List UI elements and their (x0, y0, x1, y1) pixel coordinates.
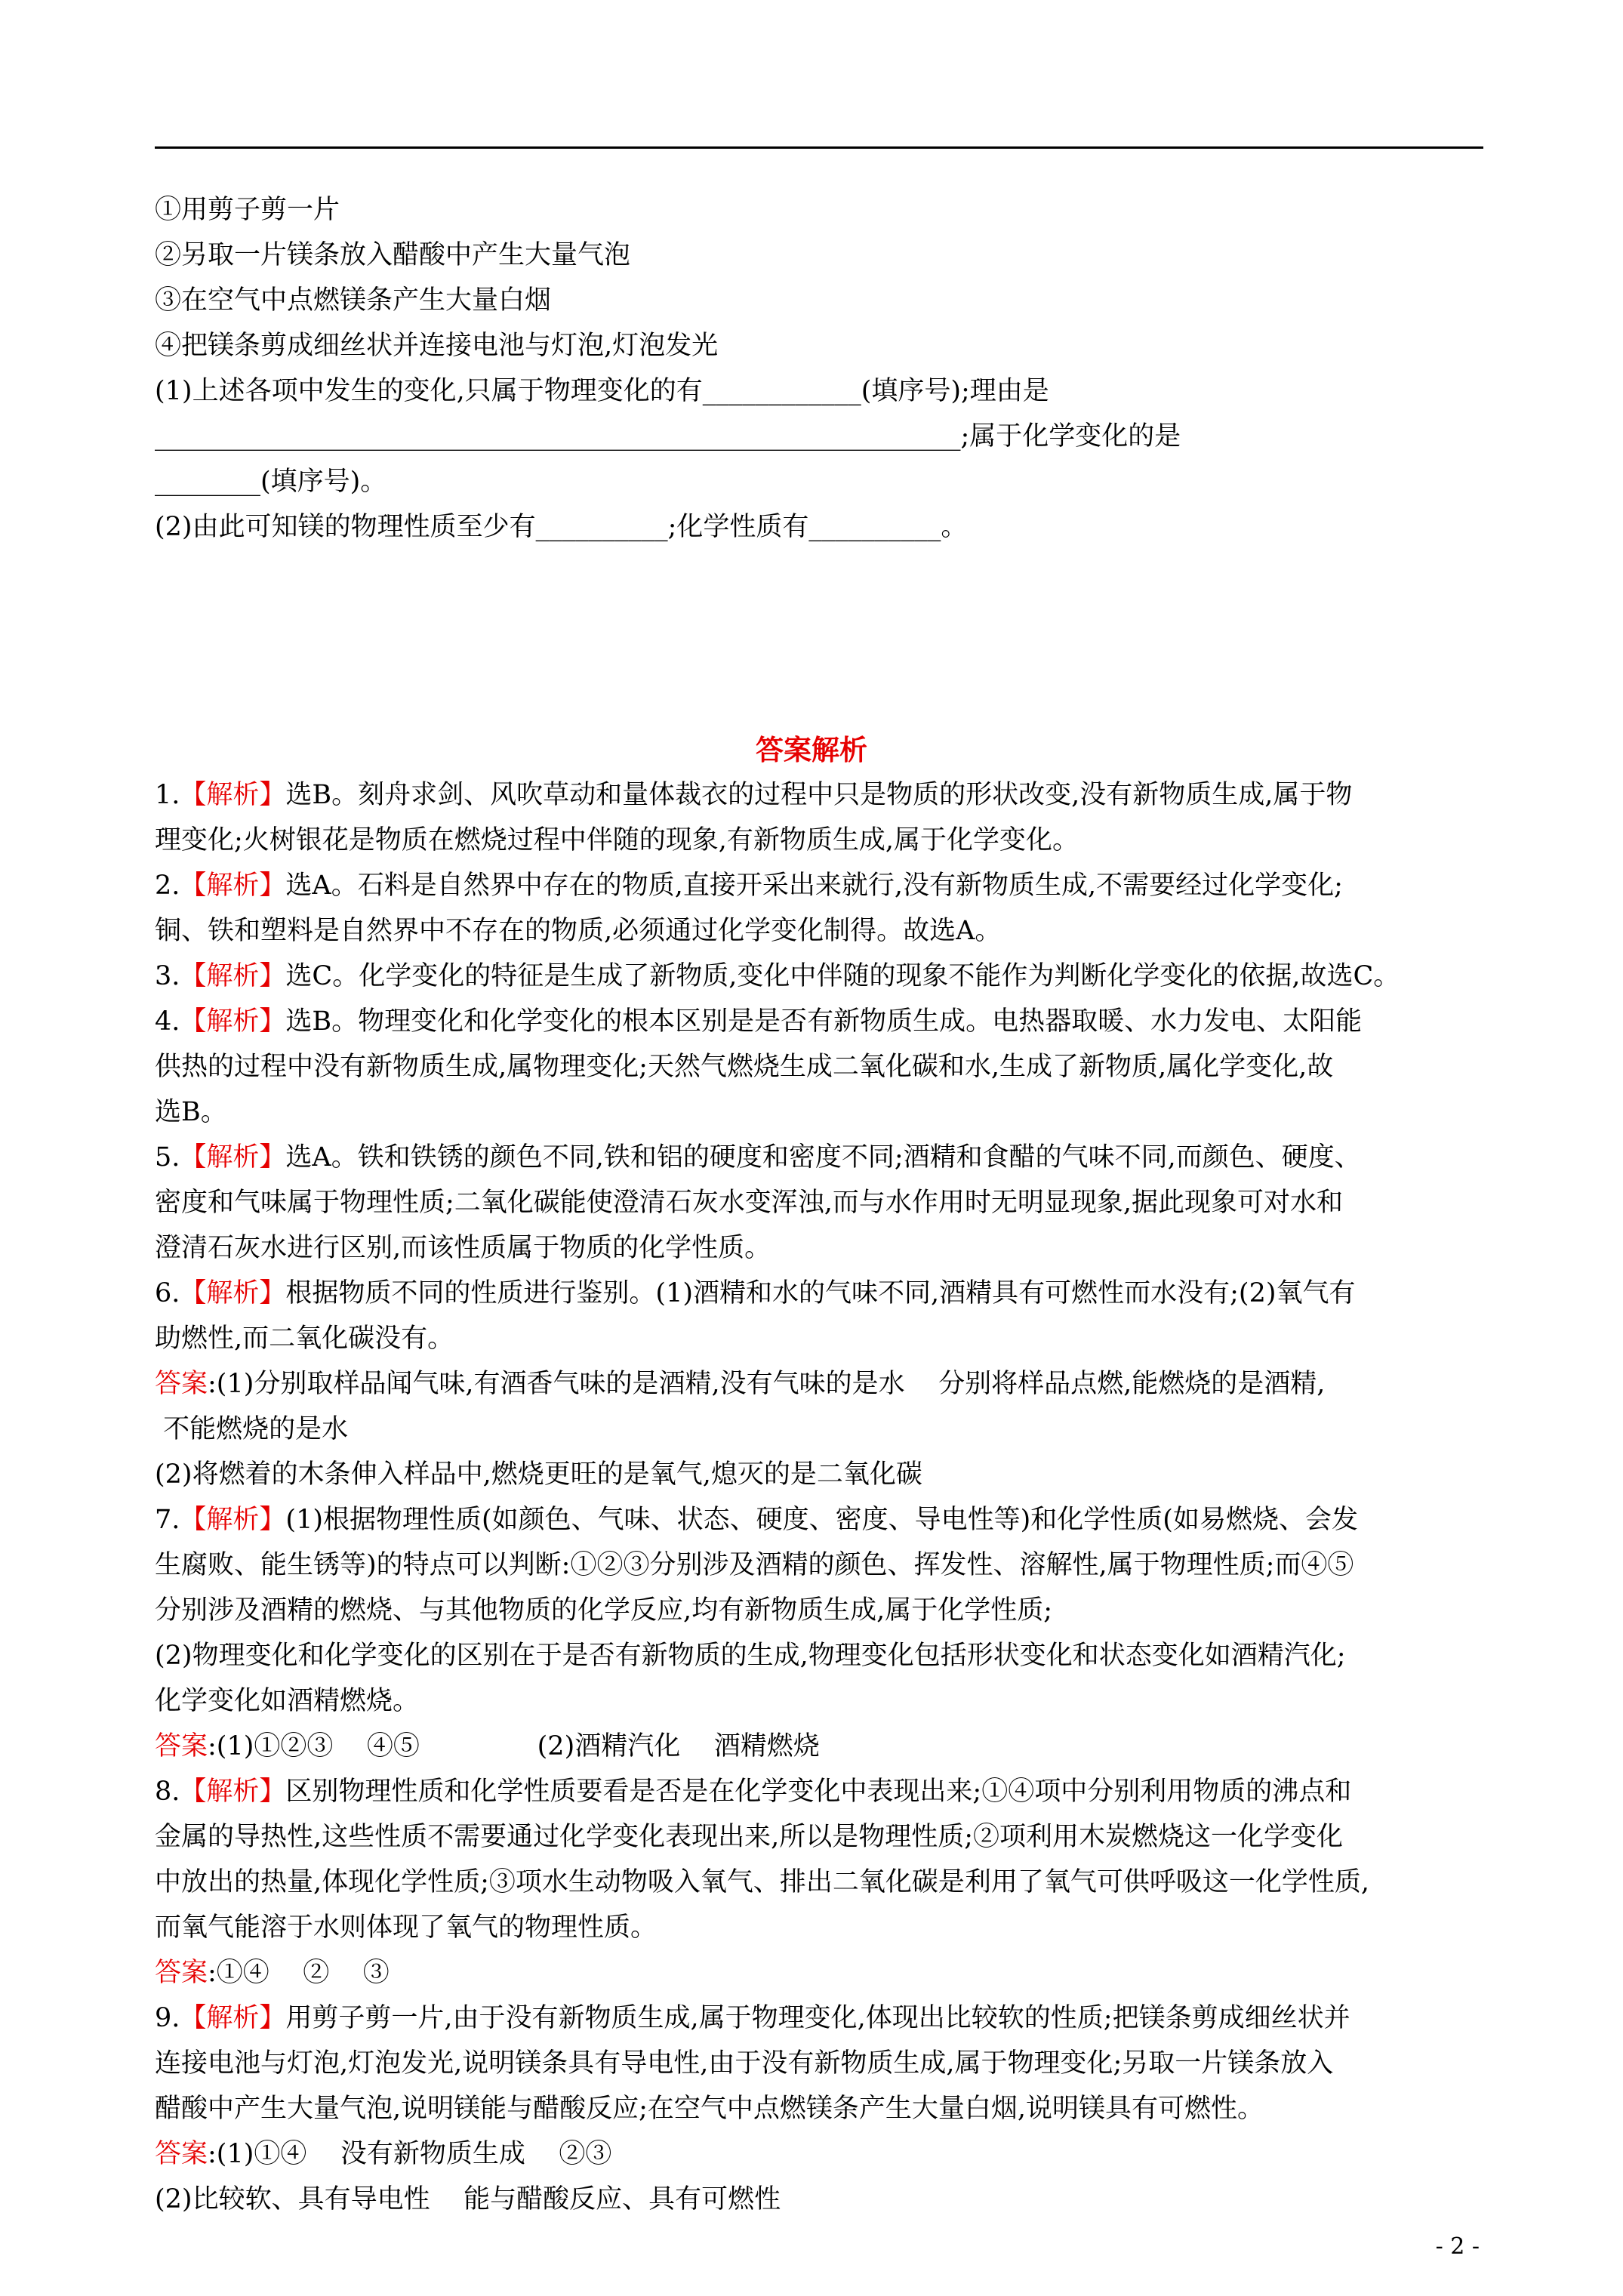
answer-4-line-1: 4.【解析】选B。物理变化和化学变化的根本区别是是否有新物质生成。电热器取暖、水力发电、太阳能 (155, 1006, 1363, 1037)
answer-1-line-2: 理变化;火树银花是物质在燃烧过程中伴随的现象,有新物质生成,属于化学变化。 (155, 825, 1079, 855)
analysis-tag: 【解析】 (180, 871, 286, 901)
answer-7-line-3: 分别涉及酒精的燃烧、与其他物质的化学反应,均有新物质生成,属于化学性质; (155, 1595, 1053, 1626)
answer-5-line-3: 澄清石灰水进行区别,而该性质属于物质的化学性质。 (155, 1233, 771, 1263)
answer-6-answer-line-2: 不能燃烧的是水 (155, 1414, 349, 1444)
answer-3-line-1: 3.【解析】选C。化学变化的特征是生成了新物质,变化中伴随的现象不能作为判断化学变化的依据,故选C。 (155, 961, 1400, 991)
question-item-2: ②另取一片镁条放入醋酸中产生大量气泡 (155, 240, 631, 270)
answer-6-line-2: 助燃性,而二氧化碳没有。 (155, 1324, 454, 1354)
answer-8-answer: 答案:①④ ② ③ (155, 1958, 390, 1988)
answer-tag: 答案 (155, 1369, 208, 1399)
analysis-tag: 【解析】 (180, 1142, 286, 1173)
header-rule (155, 146, 1483, 149)
question-1-line-1: (1)上述各项中发生的变化,只属于物理变化的有____________(填序号);理由是 (155, 376, 1049, 406)
answer-2-line-1: 2.【解析】选A。石料是自然界中存在的物质,直接开采出来就行,没有新物质生成,不需要经过化学变化; (155, 871, 1343, 901)
answer-8-line-2: 金属的导热性,这些性质不需要通过化学变化表现出来,所以是物理性质;②项利用木炭燃烧这一化学变化 (155, 1822, 1344, 1852)
answer-tag: 答案 (155, 2139, 208, 2169)
analysis-tag: 【解析】 (180, 780, 286, 810)
answer-tag: 答案 (155, 1731, 208, 1761)
answer-6-answer-line-3: (2)将燃着的木条伸入样品中,燃烧更旺的是氧气,熄灭的是二氧化碳 (155, 1459, 922, 1490)
answer-4-line-2: 供热的过程中没有新物质生成,属物理变化;天然气燃烧生成二氧化碳和水,生成了新物质,属化学变化,故 (155, 1052, 1334, 1082)
answer-2-line-2: 铜、铁和塑料是自然界中不存在的物质,必须通过化学变化制得。故选A。 (155, 916, 1002, 946)
answer-tag: 答案 (155, 1958, 208, 1988)
question-2-line: (2)由此可知镁的物理性质至少有__________;化学性质有__________。 (155, 512, 968, 542)
answer-7-line-2: 生腐败、能生锈等)的特点可以判断:①②③分别涉及酒精的颜色、挥发性、溶解性,属于物理性质;而④⑤ (155, 1550, 1354, 1580)
answer-1-line-1: 1.【解析】选B。刻舟求剑、风吹草动和量体裁衣的过程中只是物质的形状改变,没有新物质生成,属于物 (155, 780, 1353, 810)
question-1-line-3: ________(填序号)。 (155, 467, 387, 497)
answers-title: 答案解析 (756, 733, 867, 766)
answer-9-answer-line-2: (2)比较软、具有导电性 能与醋酸反应、具有可燃性 (155, 2184, 781, 2214)
answer-9-line-1: 9.【解析】用剪子剪一片,由于没有新物质生成,属于物理变化,体现出比较软的性质;把镁条剪成细丝状并 (155, 2003, 1350, 2033)
answer-7-line-5: 化学变化如酒精燃烧。 (155, 1686, 420, 1716)
answer-5-line-2: 密度和气味属于物理性质;二氧化碳能使澄清石灰水变浑浊,而与水作用时无明显现象,据此现象可对水和 (155, 1188, 1344, 1218)
answer-6-line-1: 6.【解析】根据物质不同的性质进行鉴别。(1)酒精和水的气味不同,酒精具有可燃性而水没有;(2)氧气有 (155, 1278, 1356, 1308)
answer-8-line-3: 中放出的热量,体现化学性质;③项水生动物吸入氧气、排出二氧化碳是利用了氧气可供呼吸这一化学性质, (155, 1867, 1370, 1897)
page-number: - 2 - (1435, 2233, 1480, 2260)
answer-6-answer-line-1: 答案:(1)分别取样品闻气味,有酒香气味的是酒精,没有气味的是水 分别将样品点燃,能燃烧的是酒精, (155, 1369, 1326, 1399)
question-item-1: ①用剪子剪一片 (155, 195, 340, 225)
analysis-tag: 【解析】 (180, 1777, 286, 1807)
answer-4-line-3: 选B。 (155, 1097, 227, 1127)
answer-9-line-3: 醋酸中产生大量气泡,说明镁能与醋酸反应;在空气中点燃镁条产生大量白烟,说明镁具有可燃性。 (155, 2094, 1264, 2124)
question-item-3: ③在空气中点燃镁条产生大量白烟 (155, 285, 552, 316)
analysis-tag: 【解析】 (180, 1278, 286, 1308)
answer-8-line-1: 8.【解析】区别物理性质和化学性质要看是否是在化学变化中表现出来;①④项中分别利用物质的沸点和 (155, 1777, 1352, 1807)
answer-7-line-1: 7.【解析】(1)根据物理性质(如颜色、气味、状态、硬度、密度、导电性等)和化学性质(如易燃烧、会发 (155, 1505, 1358, 1535)
analysis-tag: 【解析】 (180, 1505, 286, 1535)
answer-9-line-2: 连接电池与灯泡,灯泡发光,说明镁条具有导电性,由于没有新物质生成,属于物理变化;另取一片镁条放入 (155, 2048, 1334, 2079)
answer-8-line-4: 而氧气能溶于水则体现了氧气的物理性质。 (155, 1912, 658, 1943)
analysis-tag: 【解析】 (180, 1006, 286, 1037)
answer-7-line-4: (2)物理变化和化学变化的区别在于是否有新物质的生成,物理变化包括形状变化和状态变化如酒精汽化; (155, 1641, 1346, 1671)
question-item-4: ④把镁条剪成细丝状并连接电池与灯泡,灯泡发光 (155, 331, 719, 361)
answer-5-line-1: 5.【解析】选A。铁和铁锈的颜色不同,铁和铝的硬度和密度不同;酒精和食醋的气味不同,而颜色、硬度、 (155, 1142, 1361, 1173)
answer-9-answer-line-1: 答案:(1)①④ 没有新物质生成 ②③ (155, 2139, 612, 2169)
answer-7-answer: 答案:(1)①②③ ④⑤ (2)酒精汽化 酒精燃烧 (155, 1731, 820, 1761)
question-1-line-2: _____________________________________________________________;属于化学变化的是 (155, 421, 1181, 451)
analysis-tag: 【解析】 (180, 2003, 286, 2033)
analysis-tag: 【解析】 (180, 961, 286, 991)
